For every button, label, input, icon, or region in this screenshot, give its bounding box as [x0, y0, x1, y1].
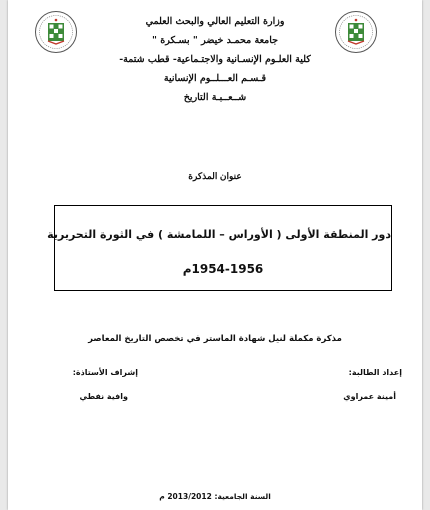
supervisor-label: إشراف الأستاذة: [72, 368, 138, 377]
thesis-title-label: عنوان المذكرة [188, 171, 242, 181]
prepared-by-label: إعداد الطالبة: [348, 368, 402, 377]
thesis-period: 1954-1956م [182, 262, 264, 276]
university-emblem-icon [34, 10, 78, 54]
branch-name: شــعــبـة التاريخ [183, 92, 247, 103]
supervisor-name: وافية نفطي [79, 392, 128, 401]
supervisor-block [28, 368, 138, 408]
thesis-title-box [47, 205, 392, 291]
department-name: قـسـم العـــلــوم الإنسانية [163, 73, 267, 84]
academic-year: السنة الجامعية: 2013/2012 م [159, 492, 271, 501]
student-name: أمينة عمراوي [343, 392, 396, 401]
prepared-by-block [308, 368, 402, 408]
university-name: جامعة محمـد خيضر " بسـكرة " [151, 35, 279, 46]
document-page [8, 0, 422, 510]
thesis-title: دور المنطقة الأولى ( الأوراس – اللمامشة ) في الثورة التحريرية [47, 228, 391, 241]
faculty-name: كلية العلـوم الإنسـانية والاجتـماعية- قطب شتمة- [119, 54, 311, 65]
institution-header [80, 12, 350, 107]
ministry-name: وزارة التعليم العالي والبحث العلمي [145, 16, 285, 27]
thesis-subtitle: مذكرة مكملة لنيل شهادة الماستر في تخصص التاريخ المعاصر [88, 334, 342, 344]
